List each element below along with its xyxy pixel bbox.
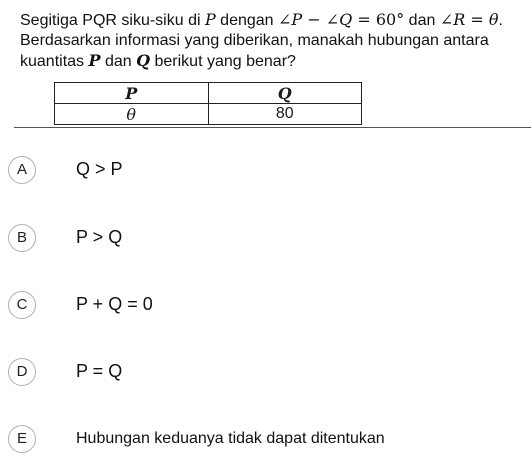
- table-header-cell: Q: [208, 83, 362, 104]
- question-text-segment: .: [498, 12, 503, 29]
- option-label: P = Q: [76, 361, 123, 381]
- question-text-segment: dengan: [215, 12, 279, 29]
- divider: [14, 127, 531, 128]
- quantity-table: [54, 82, 362, 125]
- question-text-segment: dan: [404, 12, 440, 29]
- math-variable: P: [88, 51, 101, 70]
- table-header-row: [55, 83, 362, 104]
- option-e[interactable]: [8, 425, 528, 455]
- question-text-segment: Segitiga PQR siku-siku di: [20, 12, 205, 29]
- option-b[interactable]: [8, 224, 528, 254]
- math-angle: ∠R: [439, 10, 466, 29]
- question-line-1: [20, 10, 525, 31]
- math-variable: P: [204, 10, 216, 29]
- option-letter-badge: A: [8, 156, 36, 184]
- table-cell: 80: [208, 104, 362, 125]
- table-cell: θ: [55, 104, 209, 125]
- math-operator: =: [352, 10, 376, 29]
- option-label: P + Q = 0: [76, 294, 153, 314]
- math-operator: −: [302, 10, 326, 29]
- math-variable: Q: [136, 51, 151, 70]
- option-a[interactable]: [8, 156, 528, 186]
- table-header-cell: P: [55, 83, 209, 104]
- math-variable: θ: [488, 10, 499, 29]
- option-label: Q > P: [76, 159, 123, 179]
- option-label: Hubungan keduanya tidak dapat ditentukan: [76, 430, 385, 447]
- table-row: [55, 104, 362, 125]
- option-c[interactable]: [8, 291, 528, 321]
- option-label: P > Q: [76, 227, 123, 247]
- option-letter-badge: B: [8, 224, 36, 252]
- question-text-segment: berikut yang benar?: [150, 53, 296, 70]
- question-line-2: Berdasarkan informasi yang diberikan, manakah hubungan antara: [20, 32, 489, 49]
- math-operator: =: [465, 10, 489, 29]
- math-value: 60°: [375, 10, 405, 29]
- math-angle: ∠P: [278, 10, 303, 29]
- question-text-segment: kuantitas: [20, 53, 89, 70]
- question-text-segment: dan: [100, 53, 137, 70]
- question-text: [20, 10, 525, 72]
- question-line-3: [20, 51, 525, 72]
- math-angle: ∠Q: [325, 10, 353, 29]
- option-letter-badge: C: [8, 291, 36, 319]
- option-letter-badge: D: [8, 358, 36, 386]
- option-d[interactable]: [8, 358, 528, 388]
- option-letter-badge: E: [8, 425, 36, 453]
